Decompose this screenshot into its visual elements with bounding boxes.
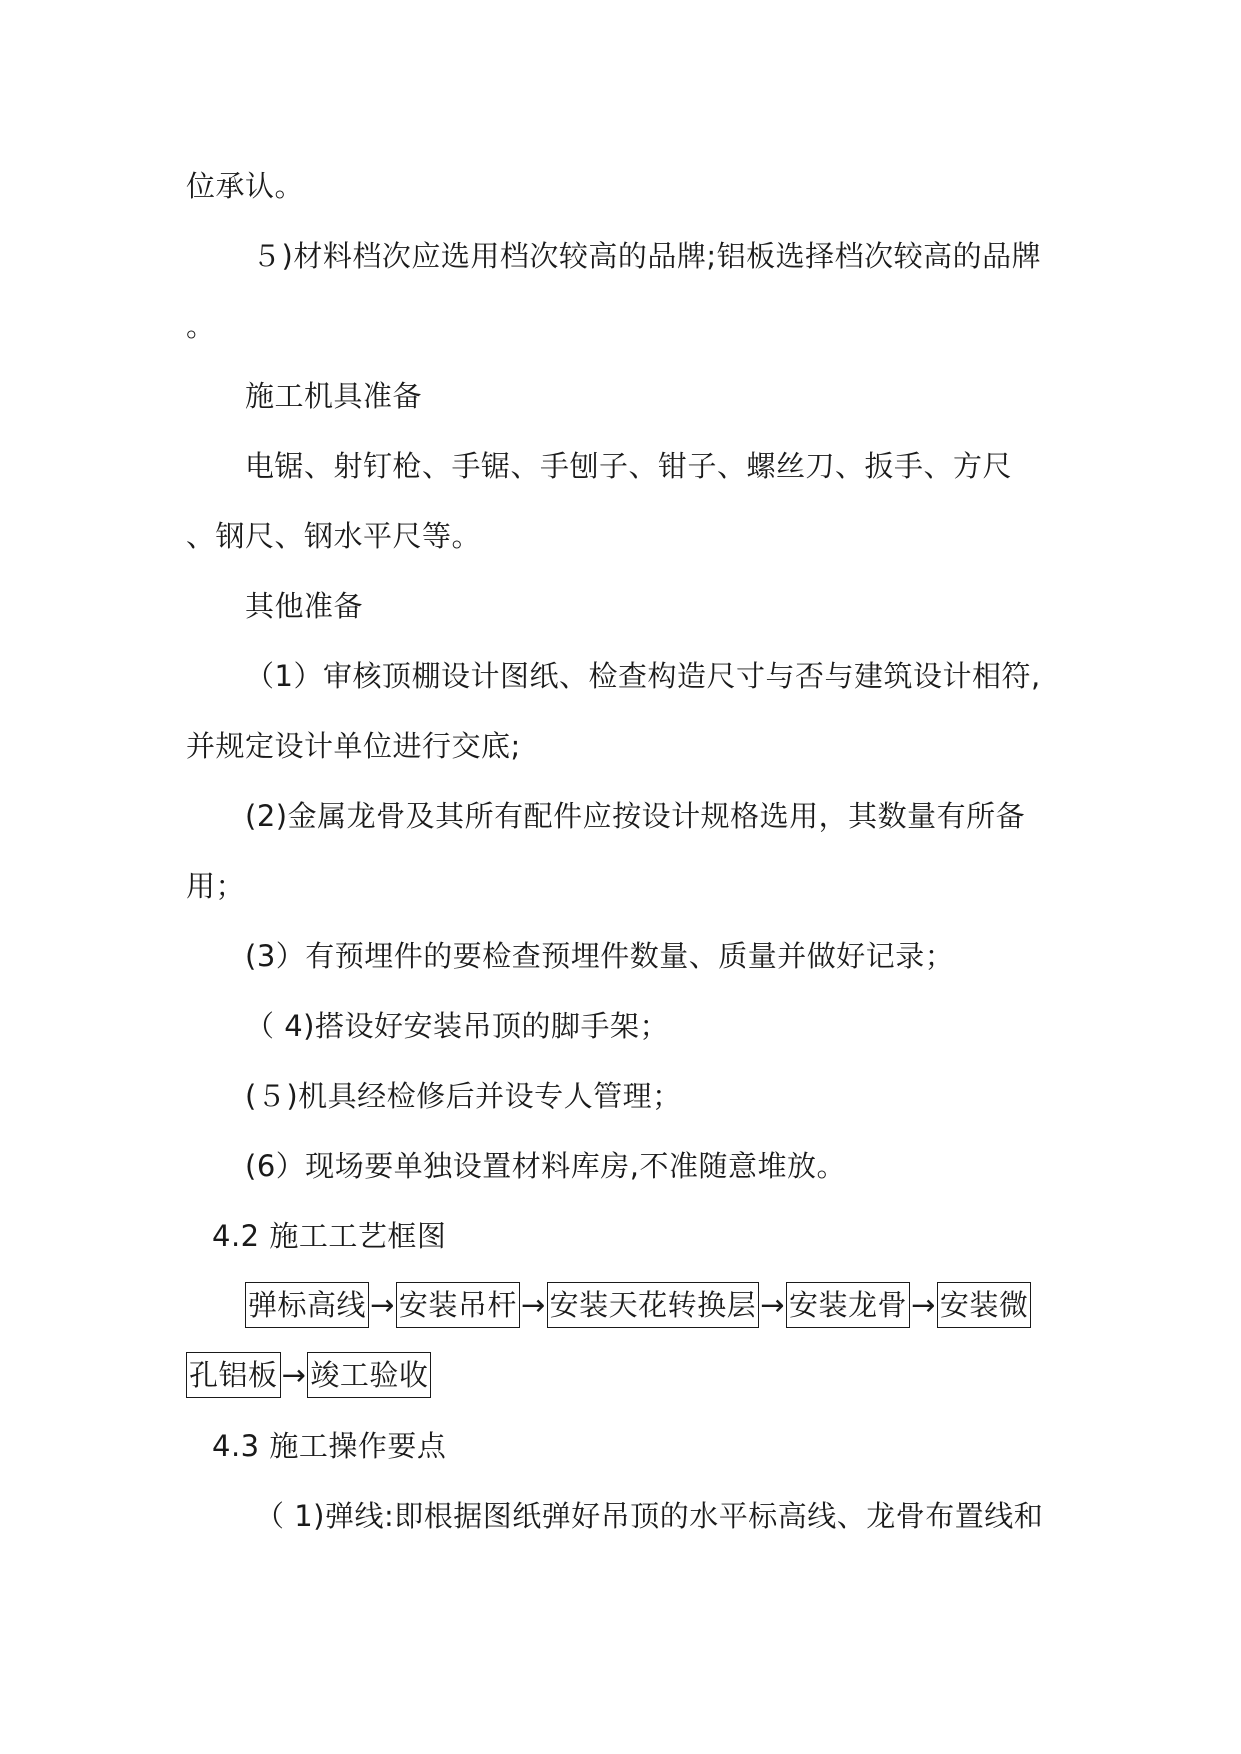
paragraph-line: 。: [186, 309, 216, 343]
paragraph-line: 、钢尺、钢水平尺等。: [186, 519, 482, 553]
paragraph-line: （1）审核顶棚设计图纸、检查构造尺寸与否与建筑设计相符,: [245, 659, 1041, 693]
paragraph-line: 位承认。: [186, 169, 305, 203]
paragraph-line: 用；: [186, 869, 246, 903]
section-heading: 其他准备: [245, 589, 364, 623]
paragraph-line: (2)金属龙骨及其所有配件应按设计规格选用，其数量有所备: [245, 799, 1026, 833]
flow-step-box: 竣工验收: [307, 1352, 431, 1398]
paragraph-line: 并规定设计单位进行交底;: [186, 729, 521, 763]
process-flow-line-1: [245, 1282, 1031, 1328]
paragraph-line: (6）现场要单独设置材料库房,不准随意堆放。: [245, 1149, 846, 1183]
flow-step-box: 孔铝板: [186, 1352, 281, 1398]
paragraph-line: （ 1)弹线:即根据图纸弹好吊顶的水平标高线、龙骨布置线和: [255, 1499, 1044, 1533]
paragraph-line: (3）有预埋件的要检查预埋件数量、质量并做好记录；: [245, 939, 955, 973]
section-heading: 施工机具准备: [245, 379, 423, 413]
flow-step-box: 安装微: [937, 1282, 1032, 1328]
paragraph-line: 电锯、射钉枪、手锯、手刨子、钳子、螺丝刀、扳手、方尺: [245, 449, 1013, 483]
arrow-icon: →: [370, 1288, 395, 1322]
paragraph-line: ５)材料档次应选用档次较高的品牌;铝板选择档次较高的品牌: [252, 239, 1042, 273]
arrow-icon: →: [281, 1358, 307, 1392]
paragraph-line: (５)机具经检修后并设专人管理；: [245, 1079, 682, 1113]
arrow-icon: →: [520, 1288, 546, 1322]
flow-step-box: 安装天花转换层: [547, 1282, 760, 1328]
flow-step-box: 弹标高线: [245, 1282, 369, 1328]
section-heading-4-2: 4.2 施工工艺框图: [212, 1219, 447, 1253]
section-heading-4-3: 4.3 施工操作要点: [212, 1429, 447, 1463]
paragraph-line: （ 4)搭设好安装吊顶的脚手架；: [245, 1009, 669, 1043]
arrow-icon: →: [911, 1288, 936, 1322]
arrow-icon: →: [760, 1288, 785, 1322]
flow-step-box: 安装吊杆: [396, 1282, 520, 1328]
process-flow-line-2: [186, 1352, 431, 1398]
flow-step-box: 安装龙骨: [786, 1282, 910, 1328]
